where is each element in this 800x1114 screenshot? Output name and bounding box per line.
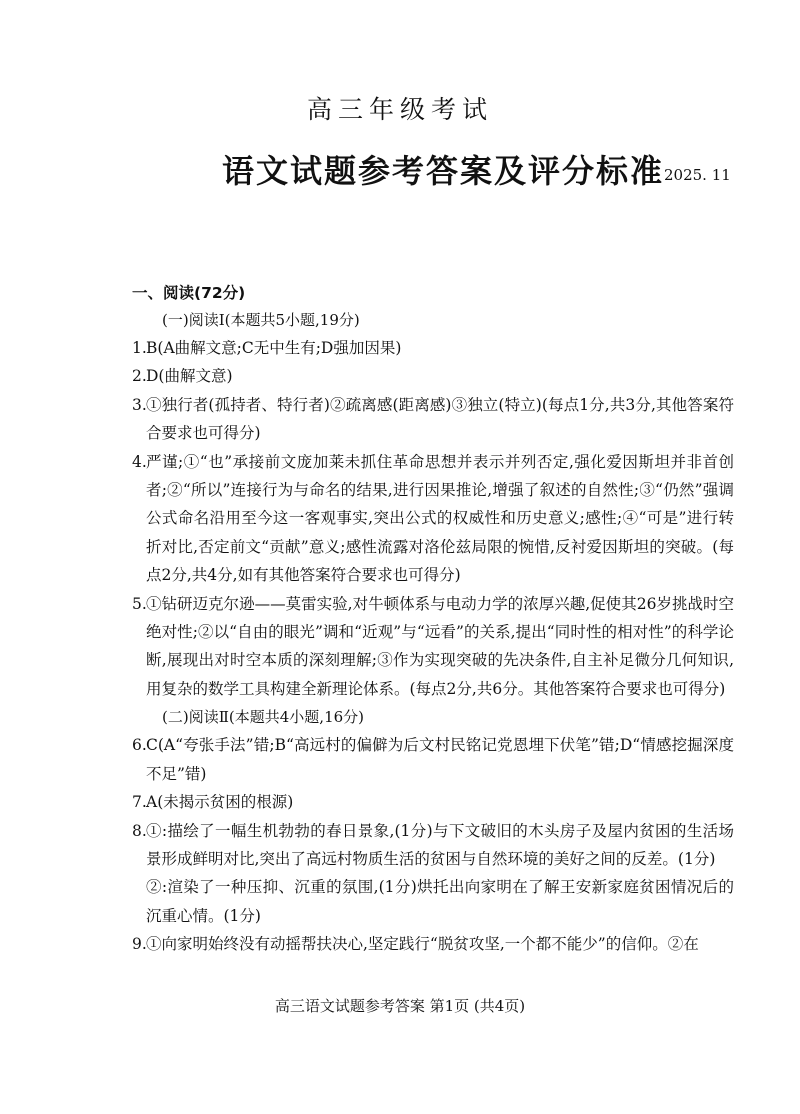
item-text: D(曲解文意)	[146, 367, 233, 386]
answer-item-6	[132, 731, 734, 788]
answer-item-8-part-2: ②:渲染了一种压抑、沉重的氛围,(1分)烘托出向家明在了解王安新家庭贫困情况后的沉重心情。(1分)	[146, 878, 734, 925]
answer-item-8	[132, 817, 734, 874]
item-number: 7.	[132, 793, 147, 812]
exam-date: 2025. 11	[664, 166, 731, 184]
page-footer: 高三语文试题参考答案 第1页 (共4页)	[274, 997, 526, 1015]
answer-item-2	[132, 362, 734, 390]
item-text: ①向家明始终没有动摇帮扶决心,坚定践行“脱贫攻坚,一个都不能少”的信仰。②在	[146, 935, 699, 954]
answer-item-1	[132, 334, 734, 362]
answer-item-7	[132, 788, 734, 816]
item-number: 2.	[132, 367, 147, 386]
main-title: 语文试题参考答案及评分标准	[222, 152, 665, 190]
subheading-reading-2: (二)阅读Ⅱ(本题共4小题,16分)	[162, 708, 365, 727]
exam-title: 高三年级考试	[306, 95, 493, 124]
item-number: 5.	[132, 594, 147, 613]
item-number: 3.	[132, 395, 147, 414]
item-text: C(A“夸张手法”错;B“高远村的偏僻为后文村民铭记党恩埋下伏笔”错;D“情感挖掘深度不足”错)	[146, 736, 734, 783]
item-number: 4.	[132, 452, 147, 471]
item-text: ①钻研迈克尔逊——莫雷实验,对牛顿体系与电动力学的浓厚兴趣,促使其26岁挑战时空绝对性;②以“自由的眼光”调和“近观”与“远看”的关系,提出“同时性的相对性”的科学论断,展现出对时空本质的深刻理解;③作为实现突破的先决条件,自主补足微分几何知识,用复杂的数学工具构建全新理论体系。(每点2分,共6分。其他答案符合要求也可得分)	[146, 594, 734, 698]
answer-content	[132, 280, 734, 959]
item-text: 严谨;①“也”承接前文庞加莱未抓住革命思想并表示并列否定,强化爱因斯坦并非首创者;②“所以”连接行为与命名的结果,进行因果推论,增强了叙述的自然性;③“仍然”强调公式命名沿用至今这一客观事实,突出公式的权威性和历史意义;感性;④“可是”进行转折对比,否定前文“贡献”意义;感性流露对洛伦兹局限的惋惜,反衬爱因斯坦的突破。(每点2分,共4分,如有其他答案符合要求也可得分)	[146, 452, 734, 585]
item-number: 6.	[132, 736, 147, 755]
item-text: B(A曲解文意;C无中生有;D强加因果)	[146, 339, 402, 357]
answer-item-5	[132, 590, 734, 704]
item-number: 9.	[132, 935, 147, 954]
item-text: ①独行者(孤持者、特行者)②疏离感(距离感)③独立(特立)(每点1分,共3分,其他答案符合要求也可得分)	[146, 395, 734, 443]
item-text: ①:描绘了一幅生机勃勃的春日景象,(1分)与下文破旧的木头房子及屋内贫困的生活场景形成鲜明对比,突出了高远村物质生活的贫困与自然环境的美好之间的反差。(1分)	[146, 821, 734, 868]
section-heading-reading: 一、阅读(72分)	[132, 284, 246, 302]
item-number: 8.	[132, 821, 147, 840]
answer-item-4	[132, 448, 734, 590]
item-number: 1.	[132, 339, 147, 357]
subheading-reading-1: (一)阅读Ⅰ(本题共5小题,19分)	[162, 311, 360, 329]
answer-item-3	[132, 391, 734, 448]
item-text: A(未揭示贫困的根源)	[146, 793, 294, 812]
answer-item-9	[132, 930, 734, 958]
